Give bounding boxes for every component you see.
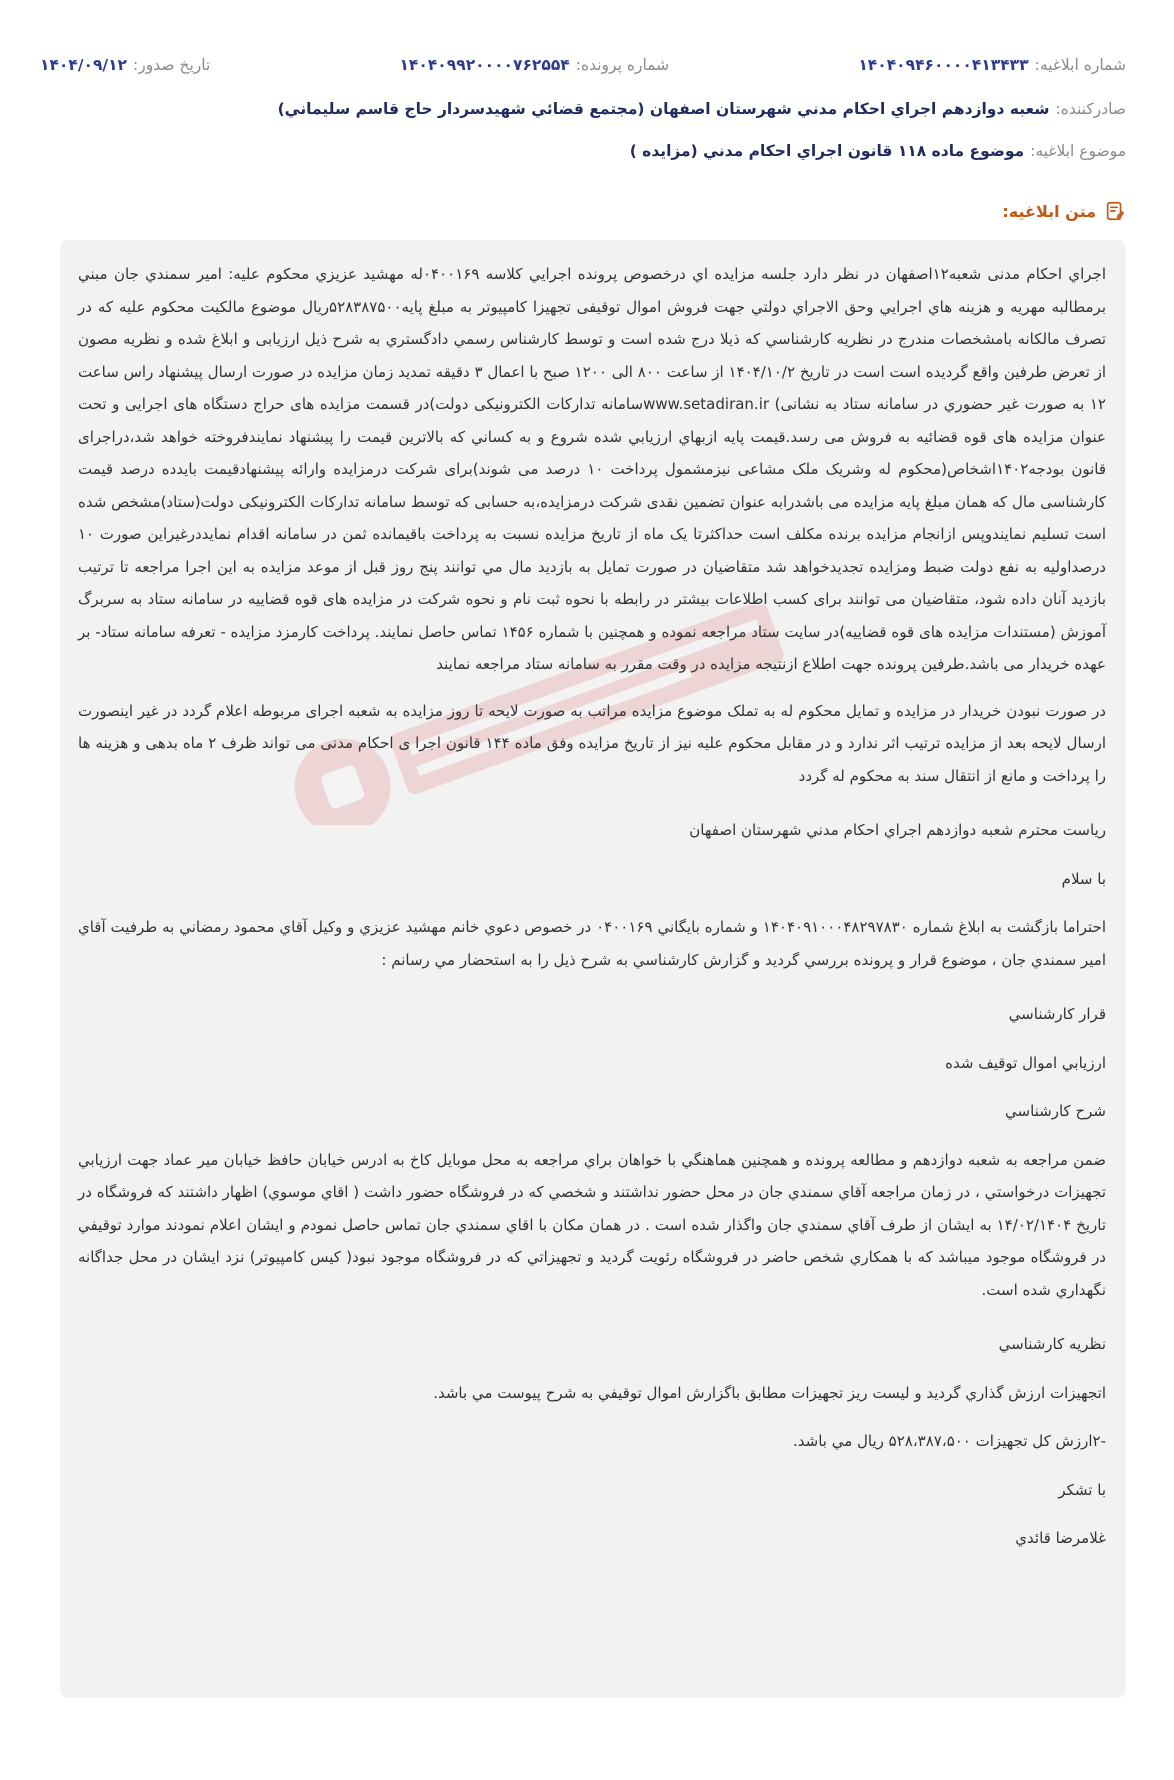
- case-number-value: ۱۴۰۴۰۹۹۲۰۰۰۰۷۶۲۵۵۴: [399, 56, 570, 74]
- subject-value: موضوع ماده ۱۱۸ قانون اجراي احكام مدني (مزايده ): [629, 142, 1025, 160]
- addressee-line: رياست محترم شعبه دوازدهم اجراي احكام مدني شهرستان اصفهان: [689, 821, 1106, 839]
- expert-opinion-heading: نظريه كارشناسي: [998, 1335, 1106, 1353]
- notice-number-value: ۱۴۰۴۰۹۴۶۰۰۰۰۴۱۳۴۳۳: [858, 56, 1029, 74]
- expert-order-heading: قرار كارشناسي: [1008, 1005, 1106, 1023]
- notice-meta-row: [40, 56, 1126, 74]
- issue-date-label: تاریخ صدور:: [133, 56, 211, 74]
- report-intro-paragraph: احتراما بازگشت به ابلاغ شماره ۱۴۰۴۰۹۱۰۰۰۴۸۲۹۷۸۳۰ و شماره بايگاني ۰۴۰۰۱۶۹ در خصوص دعوي خانم مهشيد عزيزي و وكيل آقاي محمود رمضاني به طرفيت آقاي امير سمندي جان ، موضوع قرار و پرونده بررسي گرديد و گزارش كارشناسي به شرح ذيل را به استحضار مي رسانم :: [78, 918, 1106, 969]
- auction-paragraph: اجراي احكام مدنی شعبه۱۲اصفهان در نظر دارد جلسه مزايده اي درخصوص پرونده اجرايي كلاسه ۰۴۰۰۱۶۹له مهشید عزیزي محكوم عليه: امير سمندي جان مبني برمطالبه مهريه و هزينه هاي اجرايي وحق الاجراي دولتي جهت فروش اموال توقيفی تجهيزا كامپيوتر به مبلغ پايه۵۲۸۳۸۷۵۰۰ريال موضوع مالكيت محكوم عليه كه در تصرف مالكانه بامشخصات مندرج در نظريه كارشناسي كه ذيلا درج شده است و توسط كارشناس رسمي دادگستري به شرح ذیل ارزیابی و ابلاغ شده و نظريه مصون از تعرض طرفين واقع گرديده است است در تاريخ ۱۴۰۴/۱۰/۲ از ساعت ۸۰۰ الی ۱۲۰۰ صبح با اعمال ۳ دقیقه تمدید زمان مزایده در صورت ارسال پیشنهاد راس ساعت ۱۲ به صورت غير حضوري در سامانه ستاد به نشانی) www.setadiran.irسامانه تدارکات الکترونیکی دولت)در قسمت مزایده های حراج دستگاه های اجرایی و تحت عنوان مزایده های قوه قضائیه به فروش می رسد.قيمت پايه ازبهاي ارزيابي شده شروع و به كساني كه بالاترين قيمت را پيشنهاد نمايندفروخته خواهد شد،دراجرای قانون بودجه۱۴۰۲اشخاص(محکوم له وشریک ملک مشاعی نیزمشمول پرداخت ۱۰ درصد می شوند)برای شرکت درمزایده وارائه پیشنهادقیمت بایدده درصد قیمت کارشناسی مال که همان مبلغ پایه مزایده می باشدرابه عنوان تضمین نقدی شرکت درمزایده،به حسابی که توسط سامانه تدارکات الکترونیکی دولت(ستاد)مشخص شده است تسليم نمايندوپس ازانجام مزايده برنده مكلف است حداكثرتا يک ماه از تاريخ مزايده نسبت به پرداخت باقيمانده ثمن در سامانه اقدام نمايددرغيراين صورت ۱۰ درصداوليه به نفع دولت ضبط ومزايده تجديدخواهد شد متقاضيان در صورت تمايل به بازديد مال مي توانند پنج روز قبل از موعد مزايده به اين اجرا مراجعه تا ترتيب بازديد آنان داده شود، متقاضیان می توانند برای کسب اطلاعات بیشتر در رابطه با نحوه ثبت نام و نحوه شرکت در مزایده های قوه قضاییه در سامانه ستاد به سربرگ آموزش (مستندات مزایده های قوه قضاییه)در سایت ستاد مراجعه نموده و همچنین با شماره ۱۴۵۶ تماس حاصل نمایند. پرداخت کارمزد مزایده - تعرفه سامانه ستاد- بر عهده خریدار می باشد.طرفین پرونده جهت اطلاع ازنتیجه مزایده در وقت مقرر به سامانه ستاد مراجعه نمایند: [78, 265, 1106, 673]
- issue-date-value: ۱۴۰۴/۰۹/۱۲: [40, 56, 128, 74]
- notice-text-title: متن ابلاغیه:: [1002, 201, 1096, 221]
- case-number: [399, 56, 669, 74]
- document-edit-icon: [1104, 200, 1126, 222]
- notice-number-label: شماره ابلاغیه:: [1034, 56, 1126, 74]
- no-buyer-paragraph: در صورت نبودن خریدار در مزایده و تمایل محکوم له به تملک موضوع مزایده مراتب به صورت لایحه تا روز مزایده به شعبه اجرای مربوطه اعلام گردد در غیر اینصورت ارسال لایحه بعد از مزایده ترتیب اثر ندارد و در مقابل محکوم علیه نیز از تاریخ مزایده وفق ماده ۱۴۴ قانون اجرا ی احکام مدنی می تواند ظرف ۲ ماه بدهی و هزینه ها را پرداخت و مانع از انتقال سند به محکوم له گردد: [78, 701, 1107, 785]
- notice-text-heading: [1002, 200, 1126, 222]
- notice-number: [858, 56, 1126, 74]
- issuer-label: صادرکننده:: [1055, 100, 1126, 118]
- opinion-item-1: اتجهيزات ارزش گذاري گرديد و ليست ريز تجهيزات مطابق باگزارش اموال توقيفي به شرح پيوست مي باشد.: [433, 1383, 1106, 1402]
- expert-description-paragraph: ضمن مراجعه به شعبه دوازدهم و مطالعه پرونده و همچنين هماهنگي با خواهان براي مراجعه به محل موبايل كاخ به ادرس خيابان حافظ خيابان مير عماد جهت ارزيابي تجهيزات درخواستي ، در زمان مراجعه آقاي سمندي جان در محل حضور نداشتند و شخصي كه در فروشگاه حضور داشت ( اقاي موسوي) اظهار داشتند كه فروشگاه در تاريخ ۱۴/۰۲/۱۴۰۴ به ايشان از طرف آقاي سمندي جان واگذار شده است . در همان مكان با اقاي سمندي جان تماس حاصل نمودم و ايشان اعلام نمودند موارد توقيفي در فروشگاه موجود ميباشد كه با همكاري شخص حاضر در فروشگاه رئويت گرديد و تجهيزاتي كه در فروشگاه موجود نبود( كيس كامپيوتر) نزد ايشان در محل جداگانه نگهداري شده است.: [78, 1150, 1106, 1299]
- opinion-item-2: -۲ارزش كل تجهيزات ۵۲۸،۳۸۷،۵۰۰ ريال مي باشد.: [792, 1432, 1106, 1450]
- signature-name: غلامرضا قائدي: [1015, 1529, 1106, 1547]
- greeting-line: با سلام: [1061, 869, 1106, 888]
- issuer-value: شعبه دوازدهم اجراي احكام مدني شهرستان اصفهان (مجتمع قضائي شهيدسردار حاج قاسم سليماني): [277, 100, 1050, 118]
- subject-row: [40, 142, 1126, 160]
- notice-text-card: [60, 240, 1126, 1698]
- expert-description-heading: شرح كارشناسي: [1005, 1102, 1106, 1120]
- valuation-subject-line: ارزيابي اموال توقيف شده: [945, 1053, 1106, 1072]
- case-number-label: شماره پرونده:: [575, 56, 670, 74]
- subject-label: موضوع ابلاغیه:: [1030, 142, 1126, 160]
- issue-date: [40, 56, 210, 74]
- thanks-line: با تشكر: [1058, 1480, 1106, 1499]
- issuer-row: [40, 100, 1126, 118]
- notice-body: [60, 240, 1126, 1581]
